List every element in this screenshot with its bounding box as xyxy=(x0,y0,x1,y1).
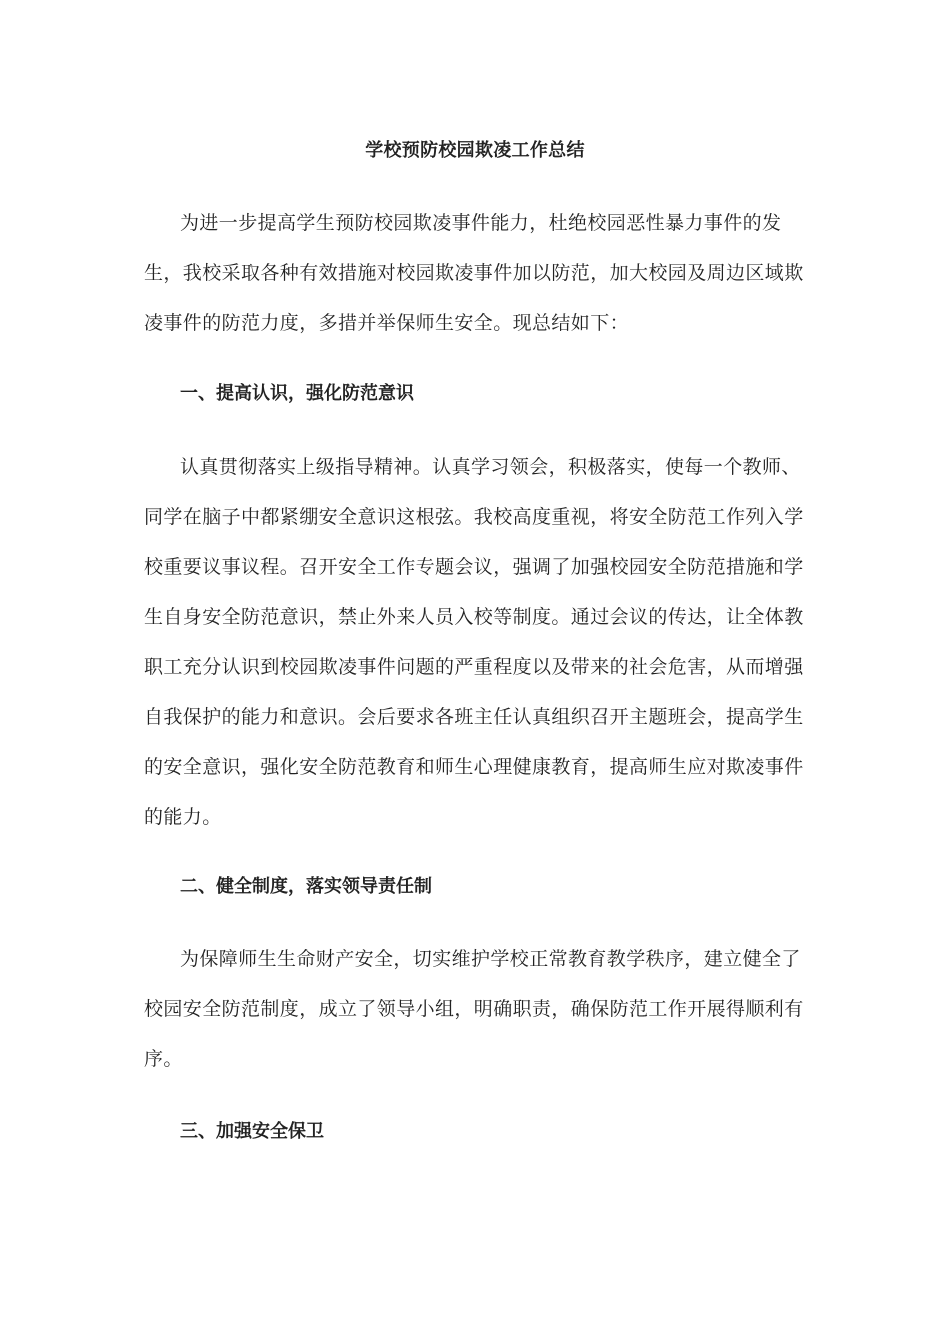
section-1-paragraph: 认真贯彻落实上级指导精神。认真学习领会，积极落实，使每一个教师、同学在脑子中都紧绷安全意识这根弦。我校高度重视，将安全防范工作列入学校重要议事议程。召开安全工作专题会议，强调了加强校园安全防范措施和学生自身安全防范意识，禁止外来人员入校等制度。通过会议的传达，让全体教职工充分认识到校园欺凌事件问题的严重程度以及带来的社会危害，从而增强自我保护的能力和意识。会后要求各班主任认真组织召开主题班会，提高学生的安全意识，强化安全防范教育和师生心理健康教育，提高师生应对欺凌事件的能力。 xyxy=(144,456,804,828)
section-2-paragraph: 为保障师生生命财产安全，切实维护学校正常教育教学秩序，建立健全了校园安全防范制度，成立了领导小组，明确职责，确保防范工作开展得顺利有序。 xyxy=(144,948,804,1070)
document-title: 学校预防校园欺凌工作总结 xyxy=(365,140,585,161)
section-3-heading: 三、加强安全保卫 xyxy=(180,1121,324,1142)
section-1-heading: 一、提高认识，强化防范意识 xyxy=(180,383,414,404)
intro-paragraph: 为进一步提高学生预防校园欺凌事件能力，杜绝校园恶性暴力事件的发生，我校采取各种有效措施对校园欺凌事件加以防范，加大校园及周边区域欺凌事件的防范力度，多措并举保师生安全。现总结如下： xyxy=(144,212,804,334)
section-2-heading: 二、健全制度，落实领导责任制 xyxy=(180,876,432,897)
